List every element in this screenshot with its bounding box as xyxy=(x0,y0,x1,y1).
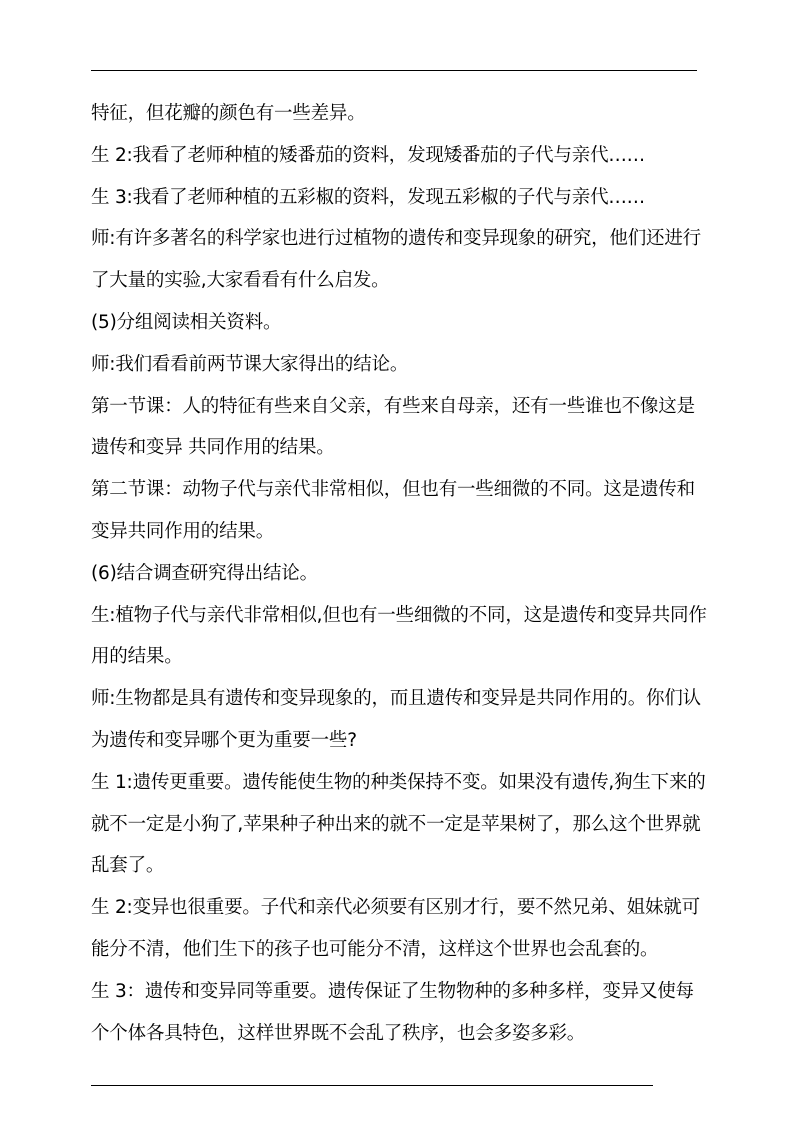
paragraph-1: 特征，但花瓣的颜色有一些差异。 xyxy=(91,103,366,124)
paragraph-3: 生 3:我看了老师种植的五彩椒的资料，发现五彩椒的子代与亲代…… xyxy=(91,186,645,208)
paragraph-11: 师:生物都是具有遗传和变异现象的，而且遗传和变异是共同作用的。你们认为遗传和变异哪个更为重要一些? xyxy=(91,688,701,751)
paragraph-4: 师:有许多著名的科学家也进行过植物的遗传和变异现象的研究，他们还进行了大量的实验,大家看看有什么启发。 xyxy=(91,228,701,292)
paragraph-8: 第二节课：动物子代与亲代非常相似，但也有一些细微的不同。这是遗传和变异共同作用的结果。 xyxy=(91,479,695,542)
paragraph-5: (5)分组阅读相关资料。 xyxy=(91,311,282,333)
paragraph-7: 第一节课：人的特征有些来自父亲，有些来自母亲，还有一些谁也不像这是遗传和变异 共同作用的结果。 xyxy=(91,395,695,459)
paragraph-6: 师:我们看看前两节课大家得出的结论。 xyxy=(91,353,409,375)
paragraph-12: 生 1:遗传更重要。遗传能使生物的种类保持不变。如果没有遗传,狗生下来的就不一定是小狗了,苹果种子种出来的就不一定是苹果树了，那么这个世界就乱套了。 xyxy=(91,771,706,877)
document-body xyxy=(91,93,707,1054)
header-rule xyxy=(91,70,697,71)
footer-rule xyxy=(91,1085,653,1086)
paragraph-13: 生 2:变异也很重要。子代和亲代必须要有区别才行，要不然兄弟、姐妹就可能分不清，他们生下的孩子也可能分不清，这样这个世界也会乱套的。 xyxy=(91,897,700,960)
paragraph-2: 生 2:我看了老师种植的矮番茄的资料，发现矮番茄的子代与亲代…… xyxy=(91,144,645,166)
paragraph-10: 生:植物子代与亲代非常相似,但也有一些细微的不同，这是遗传和变异共同作用的结果。 xyxy=(91,604,707,668)
paragraph-14: 生 3：遗传和变异同等重要。遗传保证了生物物种的多种多样，变异又使每个个体各具特色，这样世界既不会乱了秩序，也会多姿多彩。 xyxy=(91,980,694,1044)
paragraph-9: (6)结合调查研究得出结论。 xyxy=(91,562,318,584)
